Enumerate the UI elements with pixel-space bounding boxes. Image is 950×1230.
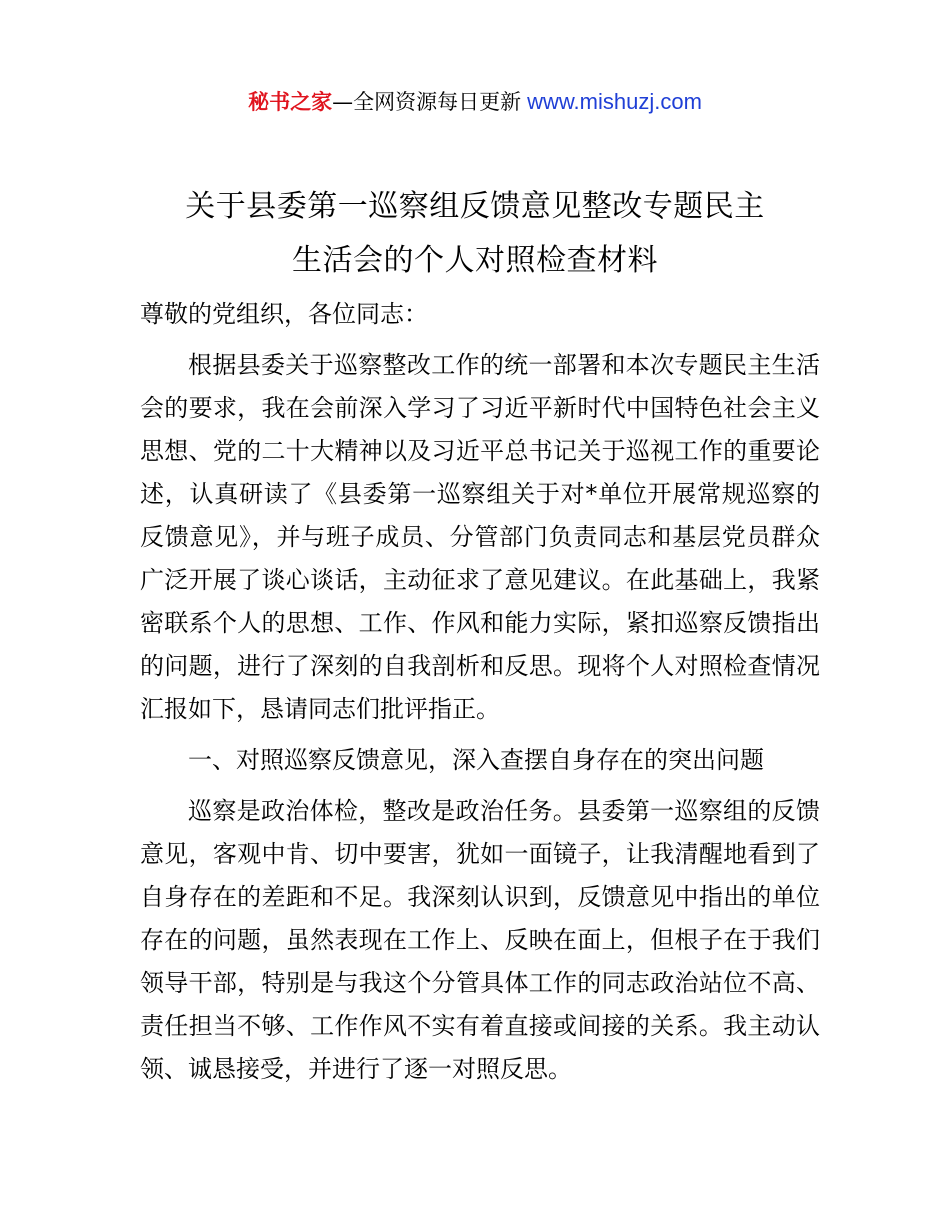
paragraph-intro: 根据县委关于巡察整改工作的统一部署和本次专题民主生活会的要求，我在会前深入学习了习近平新时代中国特色社会主义思想、党的二十大精神以及习近平总书记关于巡视工作的重要论述，认真研读了《县委第一巡察组关于对*单位开展常规巡察的反馈意见》，并与班子成员、分管部门负责同志和基层党员群众广泛开展了谈心谈话，主动征求了意见建议。在此基础上，我紧密联系个人的思想、工作、作风和能力实际，紧扣巡察反馈指出的问题，进行了深刻的自我剖析和反思。现将个人对照检查情况汇报如下，恳请同志们批评指正。	[140, 351, 820, 723]
header-tagline: —全网资源每日更新	[332, 90, 522, 114]
salutation: 尊敬的党组织，各位同志：	[140, 300, 428, 328]
document-title	[100, 180, 850, 288]
brand-name: 秘书之家	[248, 90, 333, 114]
site-link[interactable]: www.mishuzj.com	[527, 89, 702, 114]
site-header	[0, 86, 950, 118]
title-line-1: 关于县委第一巡察组反馈意见整改专题民主	[185, 189, 765, 224]
title-line-2: 生活会的个人对照检查材料	[292, 243, 658, 278]
section-heading: 一、对照巡察反馈意见，深入查摆自身存在的突出问题	[188, 746, 764, 774]
document-body	[140, 344, 820, 1091]
paragraph-section-one: 巡察是政治体检，整改是政治任务。县委第一巡察组的反馈意见，客观中肯、切中要害，犹如一面镜子，让我清醒地看到了自身存在的差距和不足。我深刻认识到，反馈意见中指出的单位存在的问题，虽然表现在工作上、反映在面上，但根子在于我们领导干部，特别是与我这个分管具体工作的同志政治站位不高、责任担当不够、工作作风不实有着直接或间接的关系。我主动认领、诚恳接受，并进行了逐一对照反思。	[140, 797, 820, 1083]
